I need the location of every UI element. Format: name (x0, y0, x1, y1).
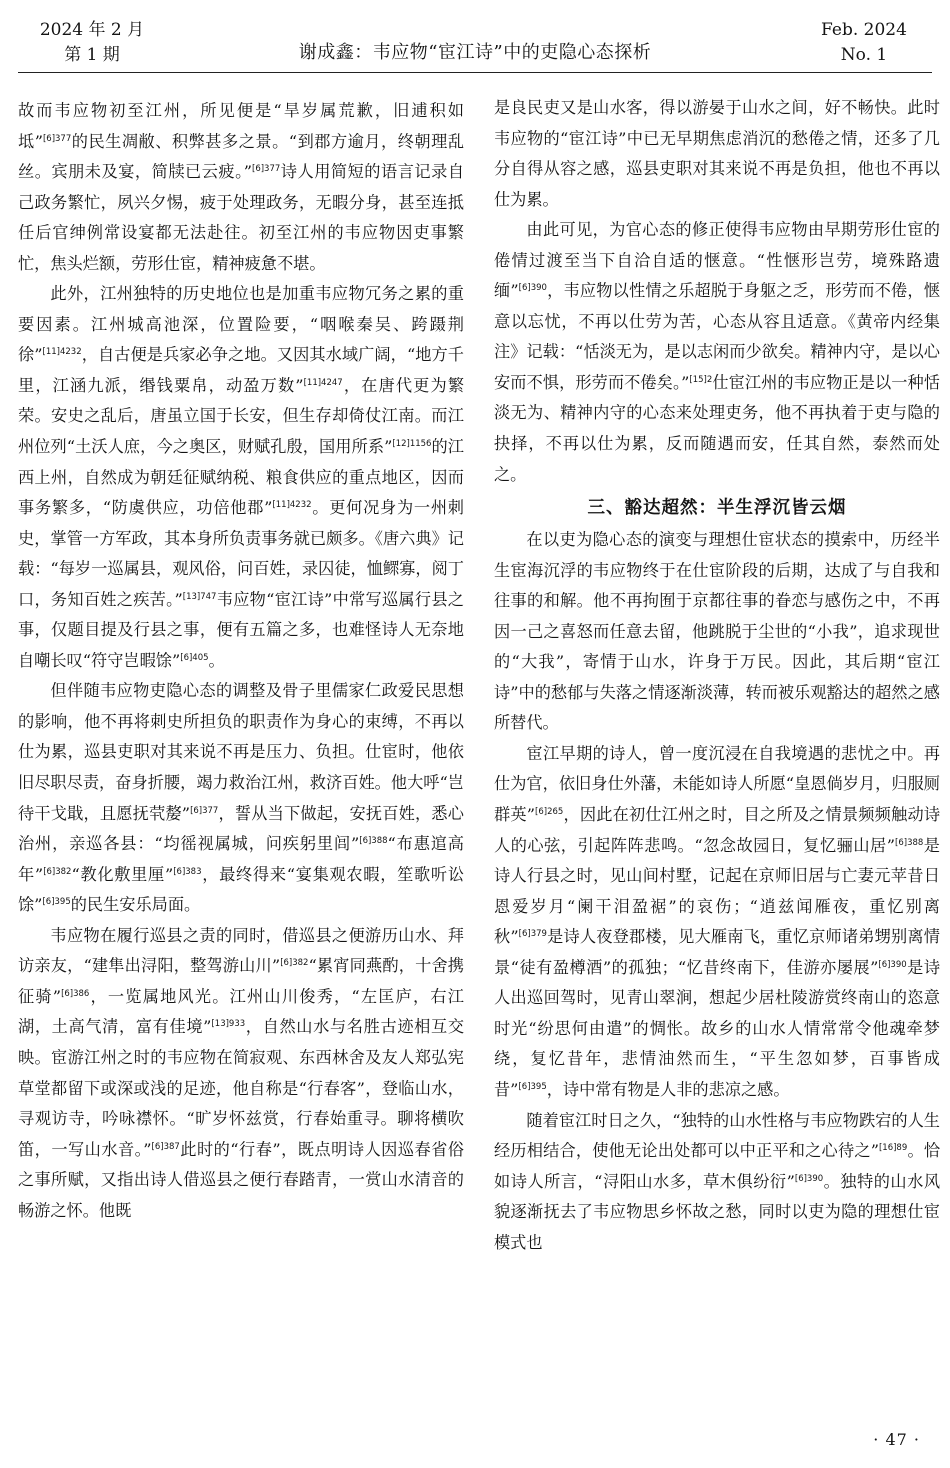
citation-marker: [6]390 (794, 1173, 824, 1184)
text-run: “布惠逭高年” (18, 834, 464, 884)
text-run: 是诗人出巡回驾时，见青山翠涧，想起少居杜陵游赏终南山的恣意时光“纷思何由遣”的惆怅。故乡的山水人情常常令他魂牵梦绕，复忆昔年，悲情油然而生，“平生忽如梦，百事皆成昔” (494, 957, 941, 1099)
text-run: ，韦应物以性情之乐超脱于身躯之乏，形劳而不倦，惬意以忘忧，不再以仕劳为苦，心态从容且适意。《黄帝内经集注》记载：“恬淡无为，是以志闲而少欲矣。精神内守，是以心安而不惧，形劳而不倦矣。” (494, 281, 940, 392)
text-run: “教化敷里厘” (71, 864, 174, 884)
text-run: 韦应物在履行巡县之责的同时，借巡县之便游历山水、拜访亲友，“建隼出浔阳，整驾游山川” (18, 925, 464, 976)
text-run: ，一览属地风光。江州山川俊秀，“左匡庐，右江湖，土高气清，富有佳境” (18, 986, 464, 1037)
issue-number-line2: 第 1 期 (64, 45, 120, 65)
paragraph (494, 739, 940, 1106)
citation-marker: [6]395 (42, 897, 71, 908)
issue-date-en-line1: Feb. 2024 (821, 20, 907, 40)
citation-marker: [6]388 (895, 837, 924, 848)
left-text-column (18, 96, 464, 1376)
text-run: ，自然山水与名胜古迹相互交映。宦游江州之时的韦应物在简寂观、东西林舍及友人郑弘宪草堂都留下或深或浅的足迹，他自称是“行春客”，登临山水，寻观访寺，吟咏襟怀。“旷岁怀兹赏，行春始重寻。聊将横吹笛，一写山水音。” (18, 1017, 465, 1159)
paragraph (18, 921, 464, 1226)
text-run: 故而韦应物初至江州，所见便是“旱岁属荒歉，旧逋积如坻” (18, 101, 464, 151)
paragraph (18, 96, 464, 279)
text-run: 是良民吏又是山水客，得以游晏于山水之间，好不畅快。此时韦应物的“宦江诗”中已无早期焦虑消沉的愁倦之情，还多了几分自得从容之感，巡县吏职对其来说不再是负担，他也不再以仕为累。 (494, 98, 940, 209)
citation-marker: [11]4232 (272, 500, 312, 511)
text-run: 。恰如诗人所言，“浔阳山水多，草木俱纷衍” (494, 1141, 941, 1191)
text-run: 但伴随韦应物吏隐心态的调整及骨子里儒家仁政爱民思想的影响，他不再将刺史所担负的职责作为身心的束缚，不再以仕为累，巡县吏职对其来说不再是压力、负担。仕宦时，他依旧尽职尽责，奋身折腰，竭力救治江州，救济百姓。他大呼“岂待干戈戢，且愿抚茕嫠” (18, 681, 464, 823)
text-run: ，因此在初仕江州之时，目之所及之情景频频触动诗人的心弦，引起阵阵悲鸣。“忽念故园日，复忆骊山居” (494, 805, 941, 855)
text-run: 。 (208, 650, 225, 670)
text-run: 韦应物“宦江诗”中常写巡属行县之事，仅题目提及行县之事，便有五篇之多，也难怪诗人无奈地自嘲长叹“符守岂暇馀” (18, 589, 464, 670)
text-run: 的民生安乐局面。 (70, 895, 201, 915)
citation-marker: [13]933 (211, 1019, 246, 1030)
citation-marker: [6]379 (518, 929, 547, 940)
text-run: 宦江早期的诗人，曾一度沉浸在自我境遇的悲忧之中。再仕为官，依旧身仕外藩，未能如诗人所愿“皇恩倘岁月，归服厕群英” (494, 743, 940, 825)
section-heading: 三、豁达超然：半生浮沉皆云烟 (587, 498, 847, 519)
citation-marker: [6]265 (535, 807, 564, 818)
citation-marker: [12]1156 (392, 439, 432, 450)
right-text-column (494, 93, 940, 1373)
citation-marker: [6]387 (151, 1141, 180, 1152)
citation-marker: [11]4232 (42, 347, 82, 358)
citation-marker: [6]405 (180, 652, 209, 663)
paragraph (18, 676, 464, 920)
citation-marker: [6]390 (878, 959, 907, 970)
text-run: 随着宦江时日之久，“独特的山水性格与韦应物跌宕的人生经历相结合，使他无论出处都可以中正平和之心待之” (494, 1110, 940, 1161)
text-run: 。更何况身为一州刺史，掌管一方军政，其本身所负责事务就已颇多。《唐六典》记载：“每岁一巡属县，观风俗，问百姓，录囚徒，恤鳏寡，阅丁口，务知百姓之疾苦。” (18, 498, 464, 609)
citation-marker: [6]388 (359, 836, 388, 847)
citation-marker: [6]377 (252, 164, 281, 175)
text-run: 的江西上州，自然成为朝廷征赋纳税、粮食供应的重点地区，因而事务繁多，“防虞供应，功倍他郡” (18, 437, 464, 518)
text-run: 诗人用简短的语言记录自己政务繁忙，夙兴夕惕，疲于处理政务，无暇分身，甚至连抵任后官绅例常设宴都无法赴往。初至江州的韦应物因吏事繁忙，焦头烂额，劳形仕宦，精神疲惫不堪。 (18, 162, 465, 273)
issue-date-line1: 2024 年 2 月 (39, 20, 145, 40)
text-run: 此时的“行春”，既点明诗人因巡春省俗之事所赋，又指出诗人借巡县之便行春踏青，一赏山水清音的畅游之怀。他既 (18, 1139, 464, 1220)
citation-marker: [15]2 (689, 374, 713, 385)
text-run: 是诗人行县之时，见山间村墅，记起在京师旧居与亡妻元苹昔日恩爱岁月“阑干泪盈裾”的哀伤；“逍兹闻雁夜，重忆别离秋” (494, 835, 940, 947)
paragraph (494, 215, 940, 490)
running-header (18, 14, 932, 73)
citation-marker: [16]89 (878, 1143, 908, 1154)
text-run: 是诗人夜登郡楼，见大雁南飞，重忆京师诸弟甥别离情景“徒有盈樽酒”的孤独；“忆昔终南下，佳游亦屡展” (494, 927, 940, 977)
citation-marker: [6]377 (190, 805, 219, 816)
citation-marker: [6]390 (518, 283, 547, 294)
issue-date-english (804, 18, 924, 68)
text-run: ，自古便是兵家必争之地。又因其水域广阔，“地方千里，江涵九派，缗钱粟帛，动盈万数” (18, 345, 464, 395)
text-run: 仕宦江州的韦应物正是以一种恬淡无为、精神内守的心态来处理吏务，他不再执着于吏与隐的抉择，不再以仕为累，反而随遇而安，任其自然，泰然而处之。 (494, 372, 940, 484)
text-run: 。独特的山水风貌逐渐抚去了韦应物思乡怀故之愁，同时以吏为隐的理想仕宦模式也 (494, 1171, 941, 1252)
paragraph (494, 93, 940, 215)
citation-marker: [6]382 (43, 866, 72, 877)
text-run: 由此可见，为官心态的修正使得韦应物由早期劳形仕宦的倦情过渡至当下自洽自适的惬意。“性惬形岂劳，境殊路遗缅” (494, 220, 940, 301)
citation-marker: [6]383 (173, 866, 202, 877)
text-run: ，最终得来“宴集观农暇，笙歌听讼馀” (18, 864, 465, 915)
citation-marker: [13]747 (182, 591, 217, 602)
citation-marker: [11]4247 (303, 377, 343, 388)
text-run: 此外，江州独特的历史地位也是加重韦应物冗务之累的重要因素。江州城高池深，位置险要，“咽喉秦吴、跨蹑荆徐” (18, 284, 464, 365)
text-run: ，在唐代更为繁荣。安史之乱后，唐虽立国于长安，但生存却倚仗江南。而江州位列“土沃人庶，今之奥区，财赋孔殷，国用所系” (18, 375, 465, 457)
citation-marker: [6]395 (518, 1081, 547, 1092)
text-run: ，诗中常有物是人非的悲凉之感。 (546, 1079, 790, 1099)
citation-marker: [6]377 (42, 133, 72, 144)
paragraph (18, 279, 464, 676)
text-run: “累宵同燕酌，十舍携征骑” (18, 956, 464, 1006)
text-run: ，誓从当下做起，安抚百姓，悉心治州，亲巡各县：“均徭视属城，问疾躬里闾” (18, 803, 464, 854)
citation-marker: [6]382 (280, 958, 309, 969)
text-run: 的民生凋敝、积弊甚多之景。“到郡方逾月，终朝理乱丝。宾朋未及宴，简牍已云疲。” (18, 131, 465, 182)
text-run: 在以吏为隐心态的演变与理想仕宦状态的摸索中，历经半生宦海沉浮的韦应物终于在仕宦阶段的后期，达成了与自我和往事的和解。他不再拘囿于京都往事的眷恋与感伤之中，不再因一己之喜怒而任意去留，他跳脱于尘世的“小我”，追求现世的“大我”，寄情于山水，许身于万民。因此，其后期“宦江诗”中的愁郁与失落之情逐渐淡薄，转而被乐观豁达的超然之感所替代。 (494, 530, 940, 733)
paragraph (494, 525, 940, 739)
paragraph (494, 1106, 940, 1259)
citation-marker: [6]386 (61, 988, 90, 999)
page-number: · 47 · (873, 1430, 920, 1449)
article-running-title: 谢成鑫：韦应物“宦江诗”中的吏隐心态探析 (298, 42, 652, 63)
issue-number-en-line2: No. 1 (840, 45, 888, 65)
